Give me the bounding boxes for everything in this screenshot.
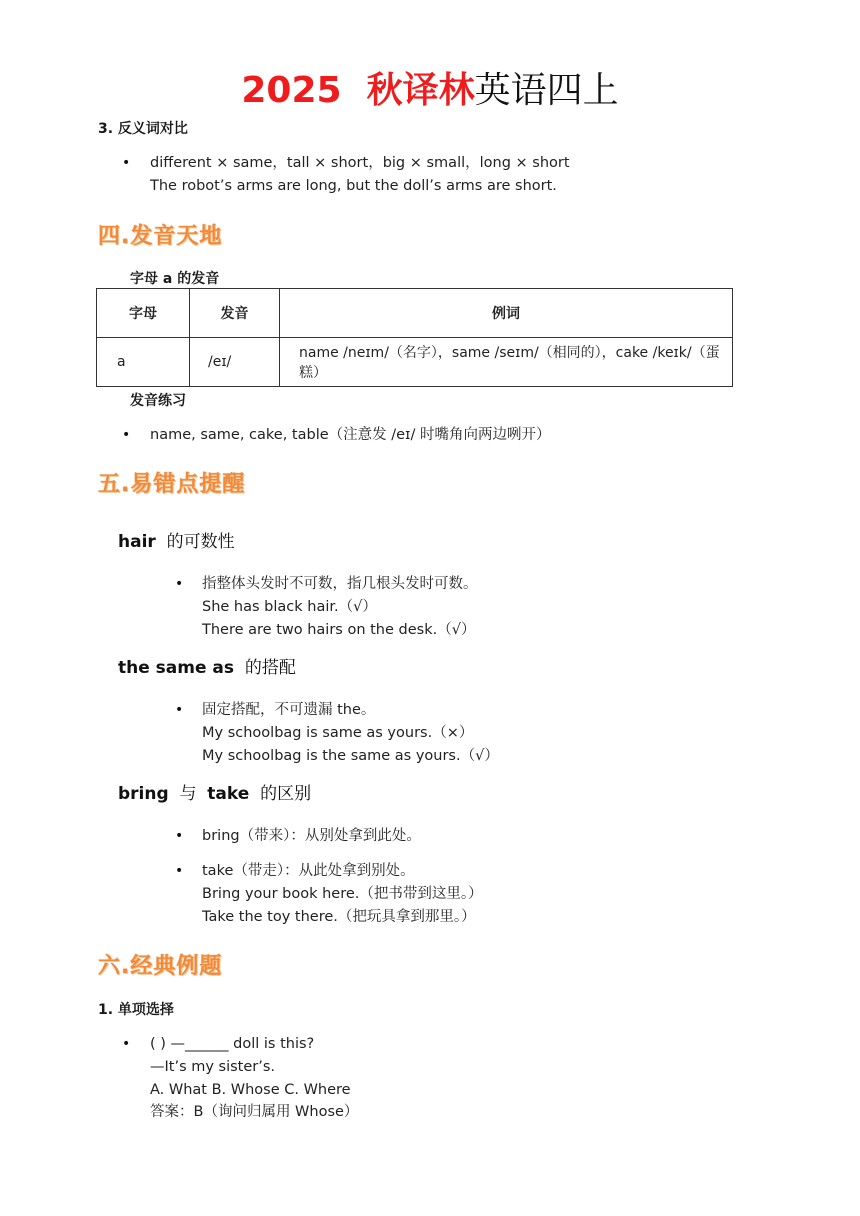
antonyms-heading: 3. 反义词对比: [98, 121, 188, 137]
subsection-title-hair: [118, 527, 235, 552]
section-heading-mistakes: 五.易错点提醒: [98, 472, 246, 497]
subsection-title-cn: 的搭配: [234, 658, 296, 678]
bring-line-1: bring（带来）：从别处拿到此处。: [202, 828, 421, 844]
title-black-text: 英语四上: [474, 70, 619, 111]
table-caption: 字母 a 的发音: [130, 271, 220, 287]
page-title: [0, 66, 860, 116]
subsection-title-en: bring: [118, 784, 169, 804]
bullet-icon: •: [175, 576, 184, 592]
section-heading-examples: 六.经典例题: [98, 954, 223, 979]
same-as-line-3: My schoolbag is the same as yours.（√）: [202, 748, 499, 764]
cell-examples: name /neɪm/（名字），same /seɪm/（相同的），cake /keɪk/（蛋糕）: [280, 338, 733, 387]
take-line-1: take（带走）：从此处拿到别处。: [202, 863, 415, 879]
subsection-title-en: the same as: [118, 658, 235, 678]
hair-line-1: 指整体头发时不可数，指几根头发时可数。: [202, 576, 478, 592]
title-red-text: 秋译林: [366, 70, 475, 111]
cell-letter: a: [97, 338, 190, 387]
question-options: A. What B. Whose C. Where: [150, 1082, 351, 1098]
section-heading-pronunciation: 四.发音天地: [98, 224, 223, 249]
subsection-title-bring-take: [118, 779, 311, 804]
pronunciation-table: [96, 288, 733, 387]
practice-caption: 发音练习: [130, 393, 186, 409]
take-line-2: Bring your book here.（把书带到这里。）: [202, 886, 483, 902]
bullet-icon: •: [122, 155, 131, 171]
title-year: 2025: [241, 70, 342, 111]
question-line-2: —It’s my sister’s.: [150, 1059, 276, 1075]
bullet-icon: •: [175, 828, 184, 844]
question-line-1: ( ) —______ doll is this?: [150, 1036, 315, 1052]
subsection-title-cn: 的可数性: [155, 532, 235, 552]
subsection-title-cn: 的区别: [249, 784, 312, 804]
practice-item: name, same, cake, table（注意发 /eɪ/ 时嘴角向两边咧开）: [150, 427, 551, 443]
table-header-row: [97, 289, 733, 338]
same-as-line-2: My schoolbag is same as yours.（×）: [202, 725, 474, 741]
subsection-title-same-as: [118, 653, 296, 678]
bullet-icon: •: [175, 863, 184, 879]
subsection-title-en: hair: [118, 532, 156, 552]
antonyms-line-2: The robot’s arms are long, but the doll’s arms are short.: [150, 178, 557, 194]
same-as-line-1: 固定搭配，不可遗漏 the。: [202, 702, 376, 718]
bullet-icon: •: [175, 702, 184, 718]
cell-sound: /eɪ/: [190, 338, 280, 387]
header-letter: 字母: [97, 289, 190, 338]
take-line-3: Take the toy there.（把玩具拿到那里。）: [202, 909, 476, 925]
subsection-title-mid: 与: [168, 784, 208, 804]
subsection-title-en2: take: [207, 784, 250, 804]
antonyms-line-1: different × same，tall × short，big × small，long × short: [150, 155, 570, 171]
hair-line-2: She has black hair.（√）: [202, 599, 377, 615]
bullet-icon: •: [122, 1036, 131, 1052]
question-answer: 答案：B（询问归属用 Whose）: [150, 1104, 359, 1120]
header-sound: 发音: [190, 289, 280, 338]
table-row: [97, 338, 733, 387]
header-examples: 例词: [280, 289, 733, 338]
bullet-icon: •: [122, 427, 131, 443]
hair-line-3: There are two hairs on the desk.（√）: [202, 622, 476, 638]
examples-subheading: 1. 单项选择: [98, 1002, 174, 1018]
